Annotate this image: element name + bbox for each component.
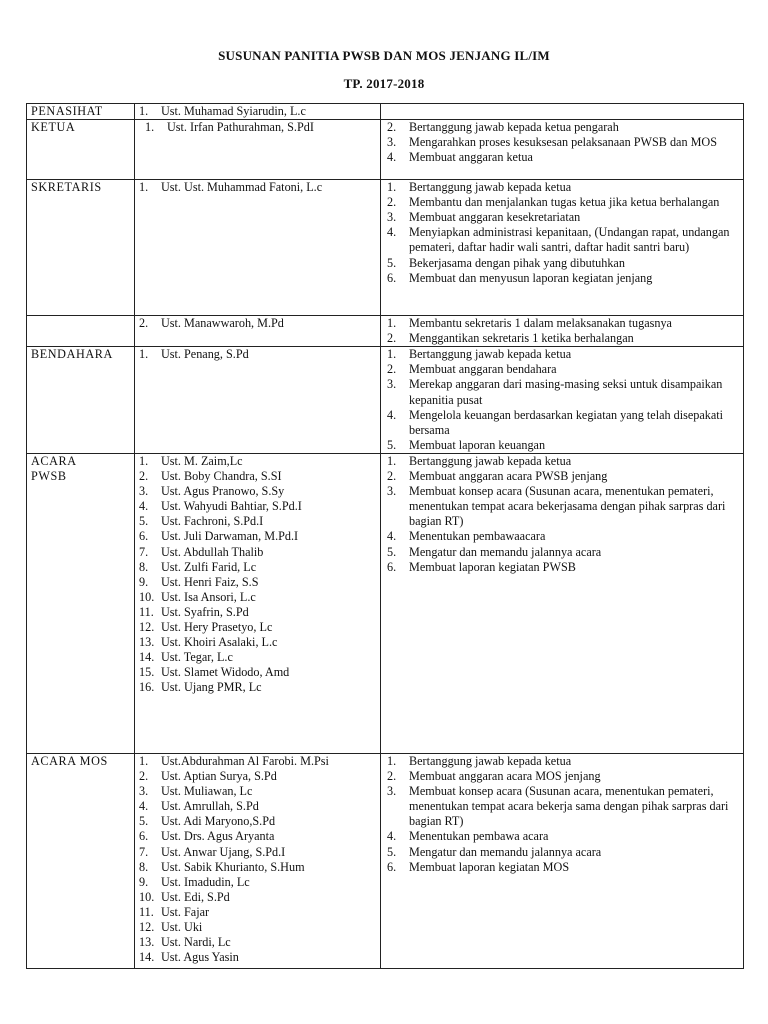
member-name: Ust. Agus Pranowo, S.Sy [161, 484, 285, 499]
member-item [137, 935, 380, 950]
duty-number: 4. [387, 150, 397, 165]
row-ketua [27, 120, 744, 180]
member-name: Ust. Khoiri Asalaki, L.c [161, 635, 278, 650]
member-number: 1. [139, 347, 149, 362]
member-name: Ust. Sabik Khurianto, S.Hum [161, 859, 305, 874]
member-item [137, 845, 380, 860]
member-item [137, 799, 380, 814]
duty-text: Bertanggung jawab kepada ketua pengarah [409, 120, 619, 135]
duty-text: Mengelola keuangan berdasarkan kegiatan yang telah disepakati bersama [409, 407, 724, 437]
member-name: Ust. Ujang PMR, Lc [161, 680, 262, 695]
member-number: 1. [145, 120, 155, 135]
duty-item [383, 195, 743, 210]
member-item [137, 104, 380, 119]
duty-item [383, 362, 743, 377]
member-item [137, 635, 380, 650]
duty-item [383, 347, 743, 362]
member-name: Ust. Manawwaroh, M.Pd [161, 316, 284, 331]
committee-table-body [27, 104, 744, 969]
member-name: Ust. Isa Ansori, L.c [161, 589, 256, 604]
duty-number: 1. [387, 347, 397, 362]
role-cell [27, 453, 135, 753]
member-number: 12. [139, 619, 155, 634]
duty-text: Membuat anggaran kesekretariatan [409, 210, 581, 225]
duty-text: Mengatur dan memandu jalannya acara [409, 844, 602, 859]
member-number: 6. [139, 529, 149, 544]
member-item [137, 605, 380, 620]
duty-number: 6. [387, 859, 397, 874]
member-name: Ust. Fachroni, S.Pd.I [161, 514, 264, 529]
member-name: Ust. Slamet Widodo, Amd [161, 665, 290, 680]
member-name: Ust. Wahyudi Bahtiar, S.Pd.I [161, 499, 302, 514]
duty-item [383, 135, 743, 150]
member-item [137, 575, 380, 590]
member-item [137, 680, 380, 695]
member-number: 13. [139, 635, 155, 650]
member-item [137, 469, 380, 484]
members-cell [135, 180, 381, 316]
duties-list [383, 316, 743, 346]
duty-item [383, 180, 743, 195]
member-name: Ust. Hery Prasetyo, Lc [161, 619, 273, 634]
duty-number: 5. [387, 844, 397, 859]
role-label: SKRETARIS [31, 180, 102, 195]
member-number: 14. [139, 950, 155, 965]
member-name: Ust. Ust. Muhammad Fatoni, L.c [161, 180, 323, 195]
member-name: Ust. Boby Chandra, S.SI [161, 469, 282, 484]
role-label: ACARA MOS [31, 753, 108, 768]
member-name: Ust.Abdurahman Al Farobi. M.Psi [161, 753, 329, 768]
duty-number: 3. [387, 784, 397, 799]
member-name: Ust. Muliawan, Lc [161, 784, 253, 799]
row-penasihat [27, 104, 744, 120]
duty-text: Bertanggung jawab kepada ketua [409, 180, 572, 195]
role-cell [27, 753, 135, 968]
member-item [137, 769, 380, 784]
member-item [137, 590, 380, 605]
member-item [137, 120, 380, 135]
duty-text: Membuat konsep acara (Susunan acara, menentukan pemateri, menentukan tempat acara bekerjasama dengan pihak sarpras dari bagian RT) [409, 484, 726, 529]
duty-number: 2. [387, 769, 397, 784]
duty-item [383, 469, 743, 484]
member-number: 8. [139, 859, 149, 874]
duty-text: Menggantikan sekretaris 1 ketika berhalangan [409, 331, 634, 346]
duties-cell [381, 453, 744, 753]
duty-item [383, 784, 743, 829]
row-sekretaris-2 [27, 316, 744, 347]
member-number: 1. [139, 753, 149, 768]
member-number: 10. [139, 589, 155, 604]
duty-item [383, 560, 743, 575]
member-item [137, 529, 380, 544]
member-name: Ust. Edi, S.Pd [161, 889, 230, 904]
duties-list [383, 754, 743, 875]
duty-item [383, 408, 743, 438]
duties-list [383, 454, 743, 575]
member-number: 5. [139, 814, 149, 829]
member-name: Ust. Anwar Ujang, S.Pd.I [161, 844, 286, 859]
duty-number: 5. [387, 544, 397, 559]
duty-text: Membuat laporan keuangan [409, 437, 546, 452]
members-list [137, 104, 380, 119]
member-number: 3. [139, 784, 149, 799]
duties-cell [381, 753, 744, 968]
committee-table [26, 103, 744, 969]
member-name: Ust. Aptian Surya, S.Pd [161, 769, 277, 784]
member-name: Ust. Juli Darwaman, M.Pd.I [161, 529, 299, 544]
duty-number: 4. [387, 829, 397, 844]
member-number: 7. [139, 544, 149, 559]
duty-item [383, 769, 743, 784]
member-item [137, 665, 380, 680]
role-label: BENDAHARA [31, 347, 113, 362]
member-number: 4. [139, 499, 149, 514]
duty-item [383, 271, 743, 286]
member-name: Ust. Fajar [161, 904, 210, 919]
role-cell [27, 120, 135, 180]
duty-text: Bekerjasama dengan pihak yang dibutuhkan [409, 255, 625, 270]
duty-item [383, 331, 743, 346]
duty-text: Membuat anggaran ketua [409, 150, 533, 165]
members-list [137, 180, 380, 195]
document-title: SUSUNAN PANITIA PWSB DAN MOS JENJANG IL/IM [218, 48, 550, 63]
role-cell [27, 180, 135, 316]
duty-text: Membuat dan menyusun laporan kegiatan jenjang [409, 270, 653, 285]
member-name: Ust. Agus Yasin [161, 950, 239, 965]
duty-number: 6. [387, 559, 397, 574]
duty-item [383, 256, 743, 271]
member-item [137, 316, 380, 331]
member-name: Ust. Nardi, Lc [161, 935, 231, 950]
duty-text: Bertanggung jawab kepada ketua [409, 453, 572, 468]
member-number: 9. [139, 574, 149, 589]
member-number: 9. [139, 874, 149, 889]
duty-number: 3. [387, 377, 397, 392]
duty-number: 1. [387, 453, 397, 468]
member-number: 3. [139, 484, 149, 499]
role-label: PWSB [31, 469, 67, 484]
duty-number: 1. [387, 180, 397, 195]
duty-text: Bertanggung jawab kepada ketua [409, 347, 572, 362]
member-number: 8. [139, 559, 149, 574]
duty-text: Menentukan pembawaacara [409, 529, 546, 544]
member-item [137, 560, 380, 575]
member-number: 2. [139, 769, 149, 784]
duty-number: 3. [387, 484, 397, 499]
duty-number: 4. [387, 529, 397, 544]
duty-item [383, 845, 743, 860]
role-cell [27, 104, 135, 120]
duty-item [383, 829, 743, 844]
row-bendahara [27, 347, 744, 454]
member-item [137, 829, 380, 844]
duty-item [383, 484, 743, 529]
members-list [137, 316, 380, 331]
member-number: 11. [139, 604, 154, 619]
duty-number: 1. [387, 753, 397, 768]
member-name: Ust. Henri Faiz, S.S [161, 574, 259, 589]
member-number: 2. [139, 469, 149, 484]
members-cell [135, 753, 381, 968]
duties-list [383, 180, 743, 286]
members-cell [135, 347, 381, 454]
members-list [137, 454, 380, 696]
member-item [137, 905, 380, 920]
members-list [137, 347, 380, 362]
duty-text: Membantu sekretaris 1 dalam melaksanakan tugasnya [409, 316, 672, 331]
duty-item [383, 377, 743, 407]
duty-item [383, 754, 743, 769]
members-list [137, 754, 380, 965]
duty-item [383, 120, 743, 135]
document-subtitle: TP. 2017-2018 [343, 76, 425, 91]
duty-item [383, 210, 743, 225]
duty-text: Membuat anggaran acara MOS jenjang [409, 769, 601, 784]
duty-number: 2. [387, 195, 397, 210]
member-name: Ust. Zulfi Farid, Lc [161, 559, 257, 574]
duty-text: Membuat laporan kegiatan MOS [409, 859, 570, 874]
duties-cell [381, 180, 744, 316]
duty-number: 6. [387, 270, 397, 285]
duty-text: Merekap anggaran dari masing-masing seksi untuk disampaikan kepanitia pusat [409, 377, 723, 407]
duty-number: 2. [387, 469, 397, 484]
member-number: 4. [139, 799, 149, 814]
role-label: ACARA [31, 453, 77, 468]
members-list [137, 120, 380, 135]
member-name: Ust. Irfan Pathurahman, S.PdI [167, 120, 314, 135]
row-sekretaris-1 [27, 180, 744, 316]
member-item [137, 860, 380, 875]
duty-text: Mengatur dan memandu jalannya acara [409, 544, 602, 559]
duty-number: 2. [387, 362, 397, 377]
member-name: Ust. Imadudin, Lc [161, 874, 250, 889]
member-number: 13. [139, 935, 155, 950]
member-name: Ust. Penang, S.Pd [161, 347, 249, 362]
member-number: 1. [139, 453, 149, 468]
duty-text: Membuat anggaran bendahara [409, 362, 557, 377]
duty-number: 2. [387, 331, 397, 346]
member-item [137, 347, 380, 362]
member-number: 14. [139, 650, 155, 665]
member-number: 6. [139, 829, 149, 844]
role-label: PENASIHAT [31, 104, 103, 118]
duty-item [383, 529, 743, 544]
duty-number: 4. [387, 225, 397, 240]
member-number: 12. [139, 919, 155, 934]
member-item [137, 545, 380, 560]
duty-text: Menentukan pembawa acara [409, 829, 549, 844]
member-name: Ust. Uki [161, 919, 203, 934]
duty-text: Membantu dan menjalankan tugas ketua jika ketua berhalangan [409, 195, 720, 210]
member-name: Ust. Syafrin, S.Pd [161, 604, 249, 619]
members-cell [135, 104, 381, 120]
duty-number: 4. [387, 407, 397, 422]
member-item [137, 875, 380, 890]
duty-number: 5. [387, 437, 397, 452]
member-number: 16. [139, 680, 155, 695]
member-item [137, 180, 380, 195]
duty-text: Membuat konsep acara (Susunan acara, menentukan pemateri, menentukan tempat acara bekerja sama dengan pihak sarpras dari bagian RT) [409, 784, 729, 829]
duties-list [383, 347, 743, 453]
member-name: Ust. Muhamad Syiarudin, L.c [161, 104, 306, 118]
duties-cell [381, 120, 744, 180]
duty-text: Membuat laporan kegiatan PWSB [409, 559, 576, 574]
member-number: 15. [139, 665, 155, 680]
duty-text: Menyiapkan administrasi kepanitaan, (Undangan rapat, undangan pemateri, daftar hadir wali santri, daftar hadit santri baru) [409, 225, 730, 255]
member-name: Ust. Drs. Agus Aryanta [161, 829, 275, 844]
duty-number: 3. [387, 135, 397, 150]
duty-number: 5. [387, 255, 397, 270]
duty-item [383, 860, 743, 875]
member-item [137, 814, 380, 829]
duties-cell [381, 316, 744, 347]
duty-item [383, 225, 743, 255]
duty-item [383, 316, 743, 331]
role-label: KETUA [31, 120, 76, 135]
member-item [137, 514, 380, 529]
duty-item [383, 438, 743, 453]
row-acara-mos [27, 753, 744, 968]
duties-cell [381, 347, 744, 454]
member-item [137, 454, 380, 469]
row-acara-pwsb [27, 453, 744, 753]
member-item [137, 784, 380, 799]
member-item [137, 620, 380, 635]
member-item [137, 920, 380, 935]
member-number: 2. [139, 316, 149, 331]
duty-text: Mengarahkan proses kesuksesan pelaksanaan PWSB dan MOS [409, 135, 718, 150]
member-name: Ust. Adi Maryono,S.Pd [161, 814, 276, 829]
member-number: 11. [139, 904, 154, 919]
member-item [137, 950, 380, 965]
duty-number: 1. [387, 316, 397, 331]
duties-cell [381, 104, 744, 120]
duty-item [383, 454, 743, 469]
member-name: Ust. Amrullah, S.Pd [161, 799, 259, 814]
duty-item [383, 150, 743, 165]
duty-number: 2. [387, 120, 397, 135]
member-item [137, 650, 380, 665]
member-name: Ust. Tegar, L.c [161, 650, 233, 665]
member-number: 1. [139, 180, 149, 195]
member-item [137, 754, 380, 769]
member-item [137, 890, 380, 905]
member-name: Ust. Abdullah Thalib [161, 544, 264, 559]
duty-text: Bertanggung jawab kepada ketua [409, 753, 572, 768]
member-number: 5. [139, 514, 149, 529]
member-name: Ust. M. Zaim,Lc [161, 453, 243, 468]
member-number: 7. [139, 844, 149, 859]
duty-text: Membuat anggaran acara PWSB jenjang [409, 469, 608, 484]
duties-list [383, 120, 743, 165]
members-cell [135, 316, 381, 347]
members-cell [135, 120, 381, 180]
member-number: 10. [139, 889, 155, 904]
duty-item [383, 545, 743, 560]
role-cell [27, 316, 135, 347]
duty-number: 3. [387, 210, 397, 225]
role-cell [27, 347, 135, 454]
member-item [137, 484, 380, 499]
member-number: 1. [139, 104, 149, 118]
member-item [137, 499, 380, 514]
members-cell [135, 453, 381, 753]
